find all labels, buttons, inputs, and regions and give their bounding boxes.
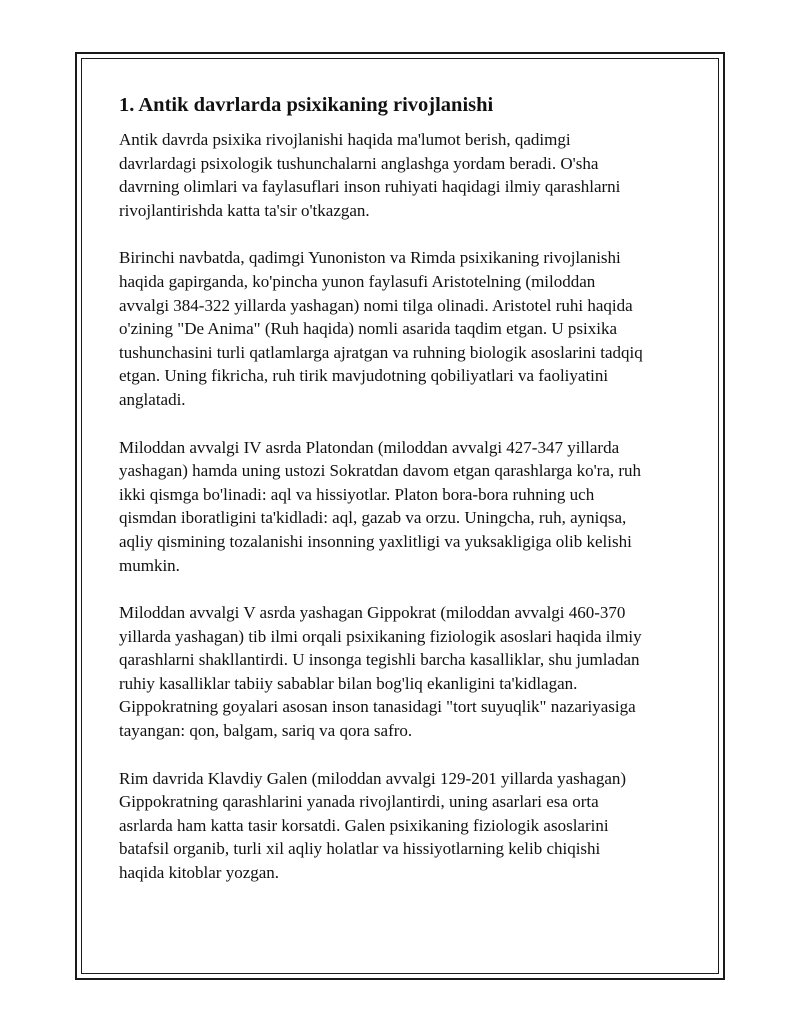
text-line: aqliy qismining tozalanishi insonning yaxlitligi va yuksakligiga olib kelishi (119, 531, 632, 551)
paragraph (119, 128, 679, 222)
page-border-outer (75, 52, 725, 980)
text-line: rivojlantirishda katta ta'sir o'tkazgan. (119, 200, 370, 220)
text-line: haqida gapirganda, ko'pincha yunon faylasufi Aristotelning (miloddan (119, 271, 596, 291)
text-line: Miloddan avvalgi IV asrda Platondan (miloddan avvalgi 427-347 yillarda (119, 437, 620, 457)
paragraph (119, 246, 679, 411)
text-line: Miloddan avvalgi V asrda yashagan Gippokrat (miloddan avvalgi 460-370 (119, 603, 626, 623)
text-line: tushunchasini turli qatlamlarga ajratgan va ruhning biologik asoslarini tadqiq (119, 342, 643, 362)
text-line: tayangan: qon, balgam, sariq va qora safro. (119, 721, 413, 741)
text-line: davrlardagi psixologik tushunchalarni anglashga yordam beradi. O'sha (119, 153, 599, 173)
text-line: haqida kitoblar yozgan. (119, 863, 280, 883)
text-line: batafsil organib, turli xil aqliy holatlar va hissiyotlarning kelib chiqishi (119, 839, 601, 859)
paragraph (119, 767, 679, 885)
text-line: asrlarda ham katta tasir korsatdi. Galen psixikaning fiziologik asoslarini (119, 815, 609, 835)
text-line: qismdan iboratligini ta'kidladi: aql, gazab va orzu. Uningcha, ruh, ayniqsa, (119, 508, 627, 528)
section-heading: 1. Antik davrlarda psixikaning rivojlanishi (119, 94, 494, 116)
text-line: yashagan) hamda uning ustozi Sokratdan davom etgan qarashlarga ko'ra, ruh (119, 461, 642, 481)
text-line: Gippokratning qarashlarini yanada rivojlantirdi, uning asarlari esa orta (119, 792, 599, 812)
text-line: yillarda yashagan) tib ilmi orqali psixikaning fiziologik asoslari haqida ilmiy (119, 626, 642, 646)
text-line: mumkin. (119, 555, 180, 575)
text-line: davrning olimlari va faylasuflari inson ruhiyati haqidagi ilmiy qarashlarni (119, 177, 621, 197)
paragraph (119, 436, 679, 578)
text-line: qarashlarni shakllantirdi. U insonga tegishli barcha kasalliklar, shu jumladan (119, 650, 640, 670)
text-line: Birinchi navbatda, qadimgi Yunoniston va Rimda psixikaning rivojlanishi (119, 248, 621, 268)
text-line: Gippokratning goyalari asosan inson tanasidagi "tort suyuqlik" nazariyasiga (119, 697, 636, 717)
document-body (119, 92, 679, 909)
text-line: anglatadi. (119, 389, 186, 409)
text-line: etgan. Uning fikricha, ruh tirik mavjudotning qobiliyatlari va faoliyatini (119, 366, 609, 386)
text-line: ikki qismga bo'linadi: aql va hissiyotlar. Platon bora-bora ruhning uch (119, 484, 595, 504)
paragraph (119, 601, 679, 743)
text-line: avvalgi 384-322 yillarda yashagan) nomi tilga olinadi. Aristotel ruhi haqida (119, 295, 633, 315)
text-line: ruhiy kasalliklar tabiiy sabablar bilan bog'liq ekanligini ta'kidlagan. (119, 673, 578, 693)
text-line: o'zining "De Anima" (Ruh haqida) nomli asarida taqdim etgan. U psixika (119, 319, 618, 339)
paragraph-list (119, 128, 679, 885)
text-line: Antik davrda psixika rivojlanishi haqida ma'lumot berish, qadimgi (119, 130, 571, 149)
text-line: Rim davrida Klavdiy Galen (miloddan avvalgi 129-201 yillarda yashagan) (119, 768, 627, 788)
